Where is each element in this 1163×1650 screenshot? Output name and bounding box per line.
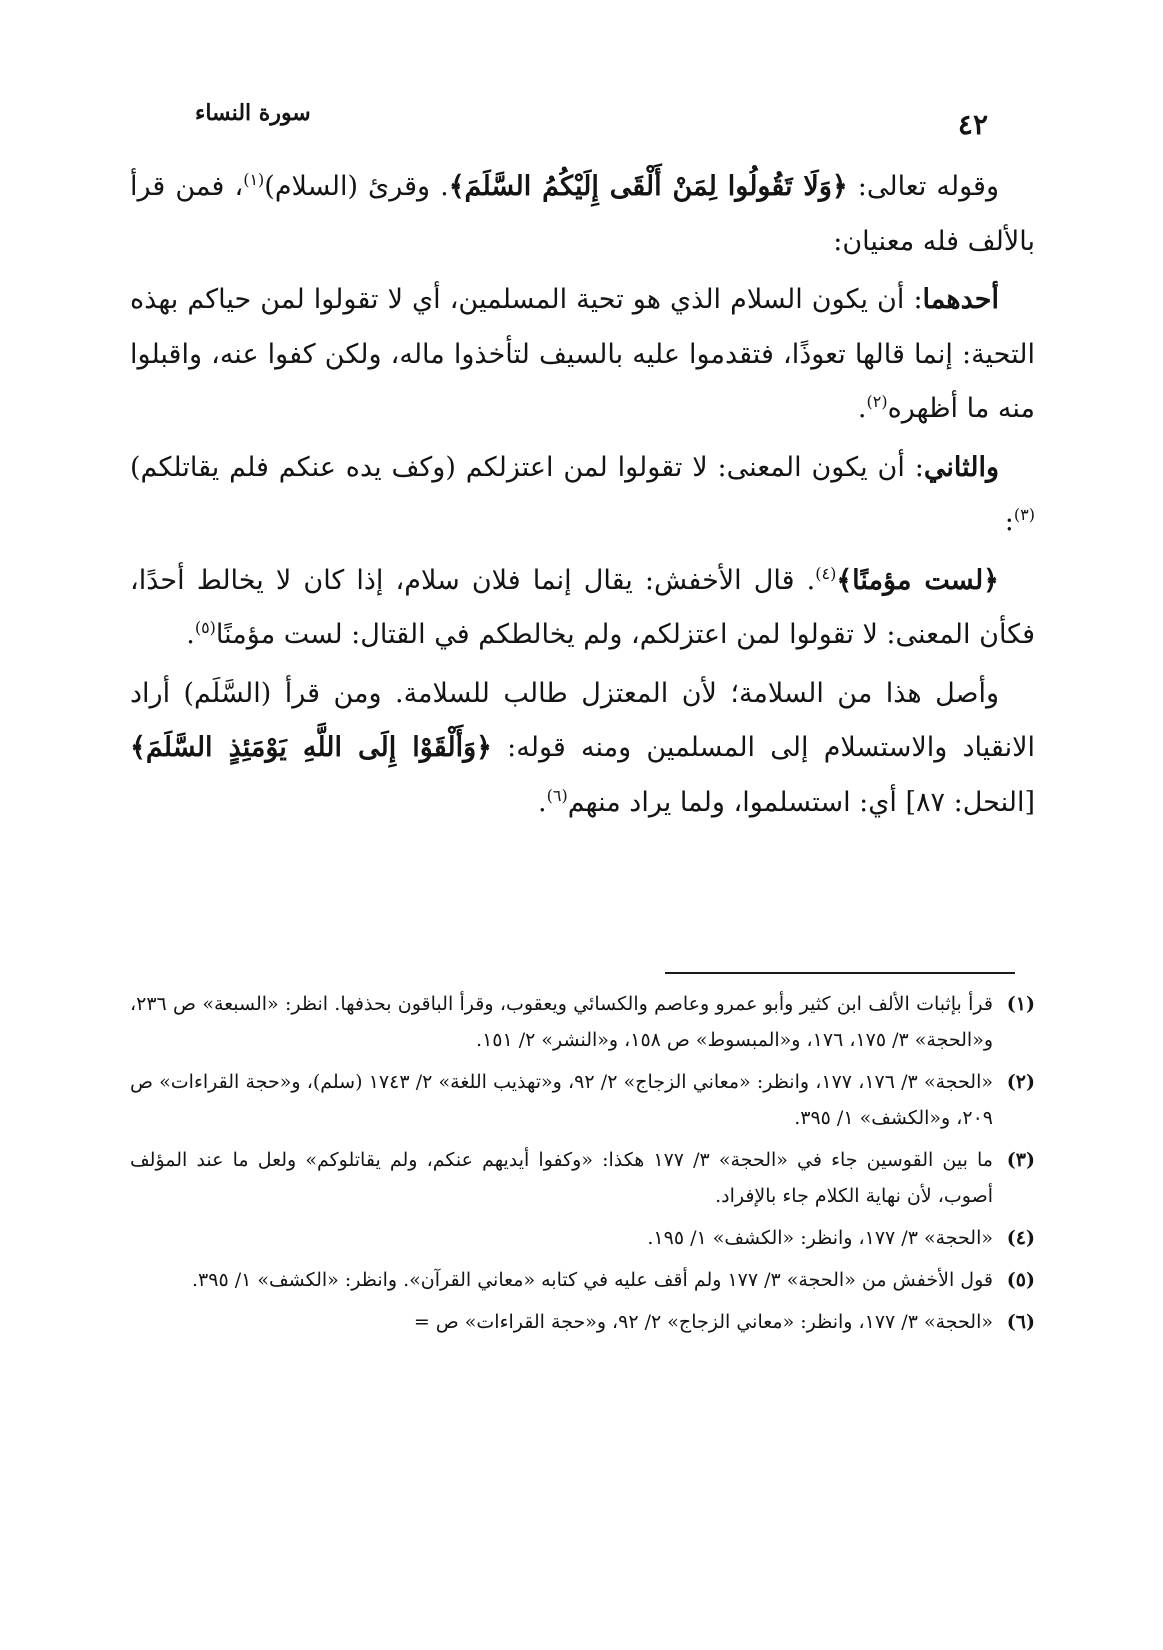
footnote-separator <box>665 972 1015 974</box>
footnote-text: قرأ بإثبات الألف ابن كثير وأبو عمرو وعاصم والكسائي ويعقوب، وقرأ الباقون بحذفها. انظر: «السبعة» ص ٢٣٦، و«الحجة» ٣/ ١٧٥، ١٧٦، و«المبسوط» ص ١٥٨، و«النشر» ٢/ ١٥١. <box>130 993 993 1051</box>
footnote-number: (٥) <box>1006 1269 1035 1291</box>
paragraph-3 <box>130 441 1035 550</box>
footnote-number: (٣) <box>1006 1149 1035 1171</box>
footnote-6 <box>130 1304 1035 1340</box>
paragraph-5-end: . <box>538 786 547 818</box>
paragraph-5-text-2: [النحل: ٨٧] أي: استسلموا، ولما يراد منهم <box>567 786 1035 818</box>
paragraph-2-end: . <box>857 393 867 424</box>
footnote-text: «الحجة» ٣/ ١٧٧، وانظر: «معاني الزجاج» ٢/ ٩٢، و«حجة القراءات» ص = <box>413 1311 993 1333</box>
paragraph-3-text: : أن يكون المعنى: لا تقولوا لمن اعتزلكم (وكف يده عنكم فلم يقاتلكم) <box>130 451 924 483</box>
footnote-4 <box>130 1220 1035 1256</box>
paragraph-5 <box>130 667 1035 831</box>
footnote-text: «الحجة» ٣/ ١٧٦، ١٧٧، وانظر: «معاني الزجاج» ٢/ ٩٢، و«تهذيب اللغة» ٢/ ١٧٤٣ (سلم)، و«حجة القراءات» ص ٢٠٩، و«الكشف» ١/ ٣٩٥. <box>130 1071 993 1129</box>
footnote-ref-2[interactable]: (٢) <box>866 392 888 411</box>
paragraph-3-lead: والثاني <box>923 451 999 483</box>
footnote-number: (٦) <box>1006 1311 1035 1333</box>
footnote-2 <box>130 1064 1035 1136</box>
footnote-5 <box>130 1262 1035 1298</box>
footnote-number: (١) <box>1006 993 1035 1015</box>
quran-verse-2: ﴿وَأَلْقَوْا إِلَى اللَّهِ يَوْمَئِذٍ السَّلَمَ﴾ <box>130 732 492 763</box>
paragraph-1 <box>130 160 1035 269</box>
paragraph-4 <box>130 554 1035 663</box>
footnote-text: «الحجة» ٣/ ١٧٧، وانظر: «الكشف» ١/ ١٩٥. <box>647 1227 993 1249</box>
running-header <box>195 100 988 150</box>
paragraph-4-quote: ﴿لست مؤمنًا﴾ <box>836 564 999 596</box>
paragraph-1-intro: وقوله تعالى: <box>847 171 999 202</box>
surah-title: سورة النساء <box>195 100 311 126</box>
footnote-ref-4[interactable]: (٤) <box>815 563 837 583</box>
paragraph-5-text-1: وأصل هذا من السلامة؛ لأن المعتزل طالب للسلامة. ومن قرأ (السَّلَم) أراد الانقياد والاستسلام إلى المسلمين ومنه قوله: <box>130 677 1035 763</box>
footnote-number: (٢) <box>1006 1071 1035 1093</box>
paragraph-2-lead: أحدهما <box>922 284 999 315</box>
page-number: ٤٢ <box>957 108 988 141</box>
footnote-number: (٤) <box>1006 1227 1035 1249</box>
footnotes <box>130 986 1035 1346</box>
footnote-ref-3[interactable]: (٣) <box>1013 505 1035 524</box>
paragraph-1-rest: ، فمن قرأ بالألف فله معنيان: <box>130 171 1035 257</box>
footnote-text: ما بين القوسين جاء في «الحجة» ٣/ ١٧٧ هكذا: «وكفوا أيديهم عنكم، ولم يقاتلوكم» ولعل ما عند المؤلف أصوب، لأن نهاية الكلام جاء بالإفراد. <box>130 1149 993 1207</box>
paragraph-2-text: : أن يكون السلام الذي هو تحية المسلمين، أي لا تقولوا لمن حياكم بهذه التحية: إنما قالها تعوذًا، فتقدموا عليه بالسيف لتأخذوا ماله، ولكن كفوا عنه، واقبلوا منه ما أظهره <box>130 284 1035 424</box>
footnote-ref-5[interactable]: (٥) <box>194 618 216 637</box>
main-text <box>130 160 1035 834</box>
paragraph-4-text: . قال الأخفش: يقال إنما فلان سلام، إذا كان لا يخالط أحدًا، فكأن المعنى: لا تقولوا لمن اعتزلكم، ولم يخالطكم في القتال: لست مؤمنًا <box>130 564 1035 650</box>
paragraph-4-end: . <box>186 619 195 650</box>
footnote-ref-6[interactable]: (٦) <box>546 785 568 805</box>
paragraph-1-after-verse: . وقرئ (السلام) <box>264 171 449 202</box>
quran-verse-1: ﴿وَلَا تَقُولُوا لِمَنْ أَلْقَى إِلَيْكُمُ السَّلَمَ﴾ <box>448 171 848 202</box>
footnote-1 <box>130 986 1035 1058</box>
paragraph-2 <box>130 273 1035 437</box>
footnote-text: قول الأخفش من «الحجة» ٣/ ١٧٧ ولم أقف عليه في كتابه «معاني القرآن». وانظر: «الكشف» ١/ ٣٩٥. <box>192 1269 993 1291</box>
paragraph-3-end: : <box>1004 506 1014 537</box>
footnote-3 <box>130 1142 1035 1214</box>
footnote-ref-1[interactable]: (١) <box>243 170 265 189</box>
